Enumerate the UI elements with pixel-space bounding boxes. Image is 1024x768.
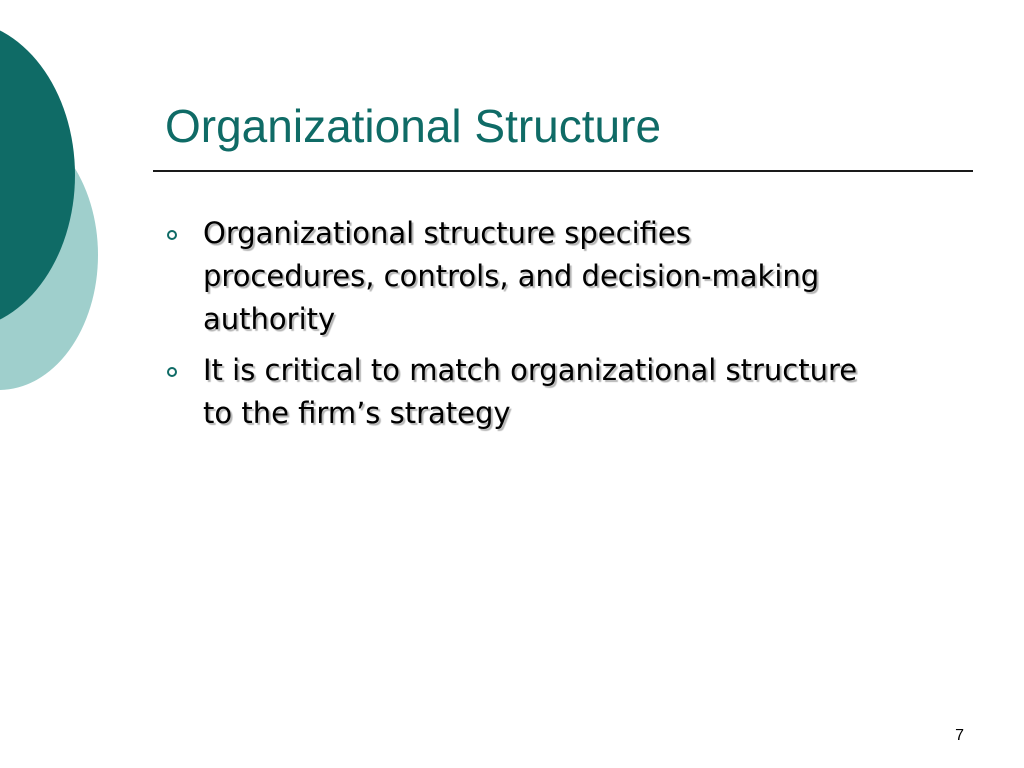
slide-title: Organizational Structure <box>165 100 662 152</box>
bullet-item <box>160 349 860 435</box>
page-number: 7 <box>955 727 964 744</box>
bullet-list <box>160 212 860 443</box>
title-divider <box>153 170 973 172</box>
decorative-circles <box>0 0 110 400</box>
hollow-circle-bullet-icon <box>167 230 177 240</box>
hollow-circle-bullet-icon <box>167 367 177 377</box>
bullet-text: It is critical to match organizational structure to the firm’s strategy <box>203 353 858 430</box>
bullet-text: Organizational structure specifies procedures, controls, and decision-making authority <box>203 216 820 336</box>
bullet-item <box>160 212 860 341</box>
